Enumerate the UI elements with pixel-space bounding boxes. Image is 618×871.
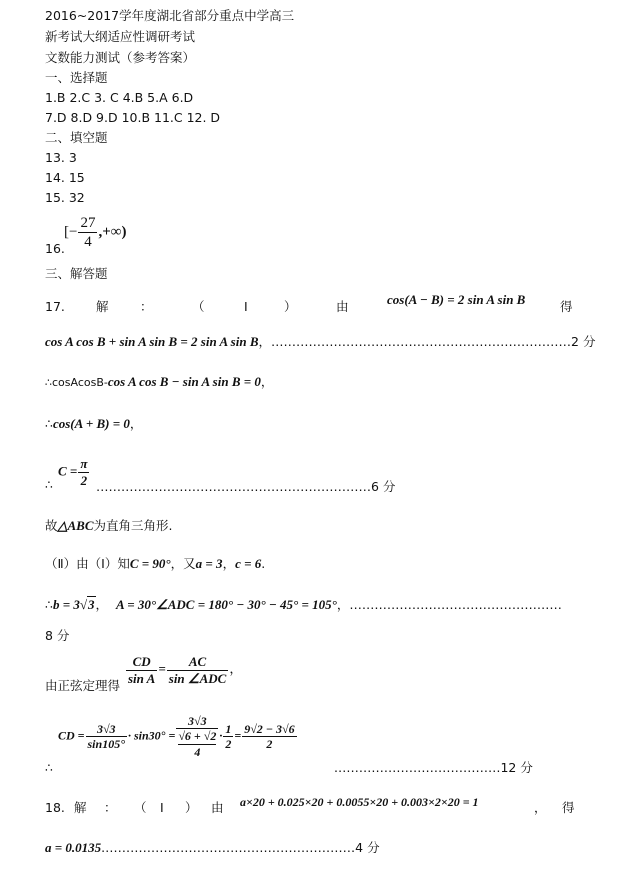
header-line-2: 新考试大纲适应性调研考试 xyxy=(45,29,196,44)
equals: = xyxy=(158,661,166,677)
compound-denominator xyxy=(176,729,218,759)
q18-part-i: Ⅰ xyxy=(160,800,164,815)
period: . xyxy=(261,556,266,571)
fraction-denominator: 4 xyxy=(84,234,92,250)
fill-answer-16-value xyxy=(64,214,126,251)
rearranged-equation: cos A cos B − sin A sin B = 0 xyxy=(107,374,261,389)
header-line-1: 2016~2017学年度湖北省部分重点中学高三 xyxy=(45,8,295,23)
fill-answer-16-number: 16. xyxy=(45,241,65,256)
angle-adc-equation: ∠ADC = 180° − 30° − 45° = 105° xyxy=(156,597,337,612)
inner-numerator: √6 + √2 xyxy=(178,729,217,744)
fraction-3sqrt3-over-sin105 xyxy=(86,722,127,752)
q18-number: 18. xyxy=(45,800,65,815)
fraction-final-result xyxy=(242,722,296,752)
fraction-numerator: CD xyxy=(126,654,157,671)
cd-computation xyxy=(58,714,298,759)
cd-equals: CD = xyxy=(58,728,85,743)
fraction-numerator: 3√3 xyxy=(86,722,127,737)
fraction-numerator: 27 xyxy=(80,215,96,231)
q18-paren-close: ） xyxy=(185,800,198,815)
sqrt-sign: √ xyxy=(79,597,88,612)
expanded-equation: cos A cos B + sin A sin B = 2 sin A sin B xyxy=(45,334,259,349)
q18-paren-open: （ xyxy=(134,800,147,815)
c-equals: C = xyxy=(58,463,78,479)
q17-jie: 解 xyxy=(96,299,109,314)
fill-answer-14: 14. 15 xyxy=(45,170,85,185)
c-equals-6: c = 6 xyxy=(235,556,262,571)
interval-close: ,+∞) xyxy=(98,223,127,240)
fraction-numerator: 9√2 − 3√6 xyxy=(244,721,295,736)
q17-de: 得 xyxy=(560,299,573,314)
a-30-degrees: A = 30° xyxy=(116,597,157,612)
section-1-title: 一、选择题 xyxy=(45,70,108,85)
comma: ， xyxy=(229,661,243,677)
part-ii-prefix: （Ⅱ）由（Ⅰ）知 xyxy=(45,556,130,571)
q17-step-cos-sum xyxy=(45,416,142,432)
fraction-denominator: sin105° xyxy=(87,737,125,752)
fraction-27-over-4 xyxy=(78,214,97,251)
you-again: ，又 xyxy=(170,556,196,571)
q18-you: 由 xyxy=(211,800,224,815)
times-sin30-equals: · sin30° = xyxy=(128,728,176,743)
fraction-1-over-2 xyxy=(223,722,233,752)
therefore-symbol: ∴ xyxy=(45,597,53,612)
section-3-title: 三、解答题 xyxy=(45,266,108,281)
multiply-dot: · xyxy=(219,728,223,743)
score-6: …………………………………………………………6 分 xyxy=(96,479,396,494)
fraction-numerator: 1 xyxy=(225,721,232,736)
q17-paren-open: （ xyxy=(192,299,205,314)
q17-step-b-and-angles xyxy=(45,597,562,613)
fraction-cd-over-sin-a xyxy=(126,654,157,686)
fraction-pi-over-2 xyxy=(78,456,89,488)
right-triangle-text: 为直角三角形. xyxy=(93,518,173,533)
fraction-denominator: 2 xyxy=(80,472,88,488)
q17-step-expand xyxy=(45,334,595,350)
q18-frequency-equation: a×20 + 0.025×20 + 0.0055×20 + 0.003×2×20 = 1 xyxy=(240,795,479,809)
cos-sum-equation: cos(A + B) = 0 xyxy=(52,416,130,431)
a-value: a = 0.0135 xyxy=(45,840,102,855)
header-line-3: 文数能力测试（参考答案） xyxy=(45,50,196,65)
fill-answer-13: 13. 3 xyxy=(45,150,77,165)
score-4: .……………………………………………………4 分 xyxy=(101,840,380,855)
fraction-numerator: 3√3 xyxy=(176,714,218,729)
q18-de: 得 xyxy=(562,800,575,815)
q17-step-rearrange xyxy=(45,374,273,390)
sine-rule-prefix: 由正弦定理得 xyxy=(45,678,121,693)
therefore-prefix: ∴cosAcosB- xyxy=(45,376,108,389)
q17-part-i: Ⅰ xyxy=(244,299,248,314)
interval-open: [− xyxy=(64,223,78,240)
score-2: ，………………………………………………………………2 分 xyxy=(258,334,596,349)
comma: ， xyxy=(222,556,236,571)
b-equals: b = 3 xyxy=(52,597,80,612)
sine-rule-equation xyxy=(125,654,242,686)
c-90-degrees: C = 90° xyxy=(129,556,171,571)
fraction-ac-over-sin-adc xyxy=(167,654,229,686)
sqrt-radicand: 3 xyxy=(88,597,95,612)
therefore-symbol: ∴ xyxy=(45,760,53,775)
triangle-abc: △ABC xyxy=(57,518,94,533)
fill-answer-15: 15. 32 xyxy=(45,190,85,205)
score-12: .…………………………………12 分 xyxy=(334,760,533,775)
q17-you: 由 xyxy=(336,299,349,314)
therefore-symbol: ∴ xyxy=(45,416,53,431)
q17-number: 17. xyxy=(45,299,65,314)
score-8: 8 分 xyxy=(45,628,70,643)
therefore-symbol: ∴ xyxy=(45,477,53,492)
q18-result-a xyxy=(45,840,380,856)
comma: ， xyxy=(95,597,109,612)
comma: ， xyxy=(260,374,274,389)
equals: = xyxy=(234,728,242,743)
fraction-numerator: π xyxy=(80,456,88,471)
fraction-denominator: 2 xyxy=(225,737,232,752)
q17-step-angle-c xyxy=(58,456,90,488)
section-2-title: 二、填空题 xyxy=(45,130,108,145)
q18-colon: ： xyxy=(104,800,117,815)
complex-fraction xyxy=(176,714,218,759)
q17-conclusion-right-triangle xyxy=(45,518,173,534)
comma: ， xyxy=(534,800,547,815)
choice-answers-row-2: 7.D 8.D 9.D 10.B 11.C 12. D xyxy=(45,110,221,125)
choice-answers-row-1: 1.B 2.C 3. C 4.B 5.A 6.D xyxy=(45,90,194,105)
fraction-denominator: sin ∠ADC xyxy=(168,670,227,686)
inner-denominator: 4 xyxy=(194,744,201,759)
comma: ， xyxy=(129,416,143,431)
q17-given-equation: cos(A − B) = 2 sin A sin B xyxy=(387,292,526,307)
fraction-numerator: AC xyxy=(167,654,229,671)
q18-jie: 解 xyxy=(74,800,87,815)
fraction-denominator: 2 xyxy=(266,737,273,752)
q17-colon: ： xyxy=(140,299,153,314)
q17-part-ii xyxy=(45,556,265,572)
q17-paren-close: ） xyxy=(284,299,297,314)
gu: 故 xyxy=(45,518,58,533)
dot-leader: ，…………………………………………… xyxy=(336,597,562,612)
fraction-denominator: sin A xyxy=(128,670,156,686)
a-equals-3: a = 3 xyxy=(195,556,223,571)
